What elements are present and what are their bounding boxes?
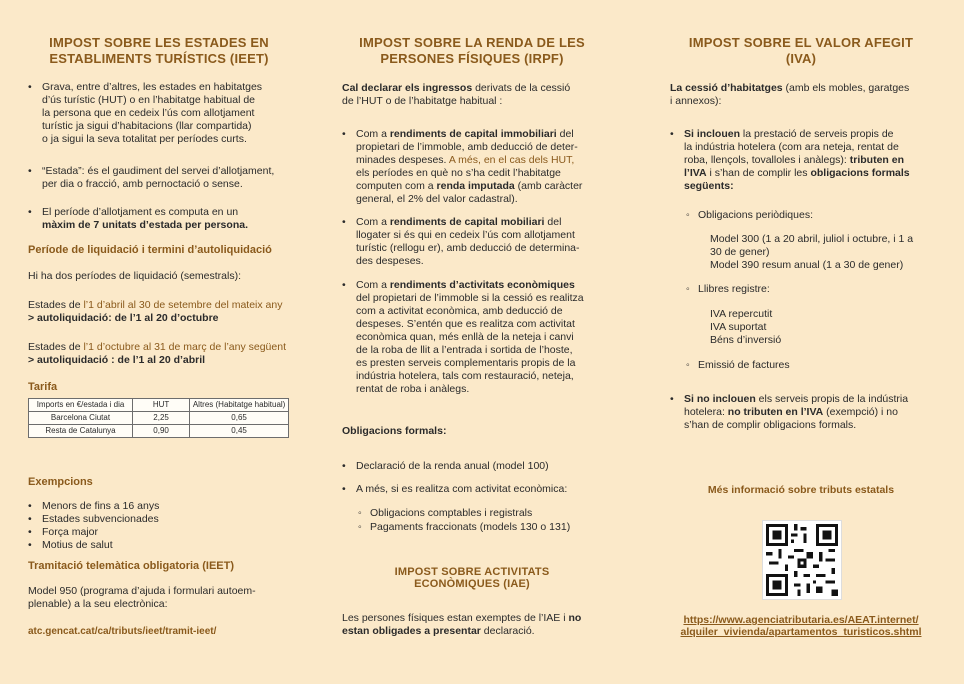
bullet-icon: • [28, 206, 32, 218]
obligation-1: Declaració de la renda anual (model 100) [356, 460, 549, 472]
ieet-title: IMPOST SOBRE LES ESTADES EN ESTABLIMENTS TURÍSTICS (IEET) [49, 35, 269, 66]
obligation-2: A més, si es realitza com activitat econòmica: [356, 483, 568, 495]
section-exemptions-title: Exempcions [28, 476, 93, 488]
irpf-bullet-2: Com a rendiments de capital mobiliari del llogater si és qui en cedeix l’ús com allotjament turístic (rellogu er), amb deducció de determina- des despeses. [356, 216, 580, 267]
ieet-paragraph-3: El període d’allotjament es computa en un màxim de 7 unitats d’estada per persona. [42, 206, 248, 231]
register-books-list: IVA repercutit IVA suportat Béns d’inversió [710, 308, 782, 346]
period-2: Estades de l’1 d’octubre al 31 de març de l’any següent > autoliquidació : de l’1 al 20 d’abril [28, 341, 286, 366]
bullet-icon: • [670, 393, 674, 405]
iva-bullet-2: Si no inclouen els serveis propis de la indústria hotelera: no tributen en l’IVA (exempció) i no s’han de complir obligacions formals. [684, 393, 909, 431]
list-item: • Estades subvencionades [28, 513, 159, 525]
bullet-icon: • [342, 128, 346, 140]
circle-bullet-icon: ◦ [686, 209, 690, 221]
table-row: Resta de Catalunya 0,90 0,45 [29, 425, 289, 438]
aeat-link[interactable]: https://www.agenciatributaria.es/AEAT.internet/ alquiler_vivienda/apartamentos_turisticos.shtml [680, 614, 922, 638]
iva-title: IMPOST SOBRE EL VALOR AFEGIT (IVA) [688, 35, 914, 66]
table-header: Altres (Habitatge habitual) [190, 399, 289, 412]
section-tarifa-title: Tarifa [28, 381, 58, 393]
irpf-column [342, 0, 602, 684]
bullet-icon: • [342, 279, 346, 291]
iva-column [670, 0, 932, 684]
register-books-label: Llibres registre: [698, 283, 770, 295]
bullet-icon: • [342, 216, 346, 228]
section-telematic-title: Tramitació telemàtica obligatoria (IEET) [28, 560, 234, 572]
irpf-intro: Cal declarar els ingressos derivats de la cessió de l’HUT o de l’habitatge habitual : [342, 82, 571, 107]
circle-bullet-icon: ◦ [686, 359, 690, 371]
list-item: • Força major [28, 526, 99, 538]
qr-code-icon[interactable] [762, 520, 842, 600]
irpf-bullet-3: Com a rendiments d’activitats econòmiques del propietari de l’immoble si la cessió es realitza com a activitat econòmica, amb deducció de despeses. S’entén que es realitza com activitat econòmica quan, més enllà de la neteja i canvi de la roba de llit a l’entrada i sortida de l’hoste, es presten serveis complementaris propis de la indústria hotelera, tals com restauració, neteja, rentat de roba i anàlegs. [356, 279, 584, 395]
model-300-text: Model 300 (1 a 20 abril, juliol i octubre, i 1 a 30 de gener) Model 390 resum anual (1 a 30 de gener) [710, 233, 914, 271]
bullet-icon: • [342, 483, 346, 495]
table-header: Imports en €/estada i dia [29, 399, 133, 412]
bullet-icon: • [342, 460, 346, 472]
irpf-bullet-1: Com a rendiments de capital immobiliari del propietari de l’immoble, amb deducció de deter- minades despeses. A més, en el cas dels HUT, els períodes en què no s’ha cedit l’habitatge computen com a renda imputada (amb caràcter general, el 2% del valor cadastral). [356, 128, 583, 205]
circle-bullet-icon: ◦ [358, 507, 362, 519]
iae-text: Les persones físiques estan exemptes de l’IAE i no estan obligades a presentar declaració. [342, 612, 582, 637]
model-950-text: Model 950 (programa d’ajuda i formulari autoem- plenable) a la seu electrònica: [28, 585, 256, 610]
exemptions-list [28, 500, 290, 552]
circle-bullet-icon: ◦ [686, 283, 690, 295]
table-row: Barcelona Ciutat 2,25 0,65 [29, 412, 289, 425]
periodic-obligations-label: Obligacions periòdiques: [698, 209, 813, 221]
tarifa-table [28, 398, 289, 438]
bullet-icon: • [670, 128, 674, 140]
iva-intro: La cessió d’habitatges (amb els mobles, garatges i annexos): [670, 82, 910, 107]
circle-bullet-icon: ◦ [358, 521, 362, 533]
more-info-title: Més informació sobre tributs estatals [707, 484, 895, 496]
invoices-label: Emissió de factures [698, 359, 790, 371]
obligation-4: Pagaments fraccionats (models 130 o 131) [370, 521, 571, 533]
list-item: • Motius de salut [28, 539, 113, 551]
ieet-paragraph-1: Grava, entre d’altres, les estades en habitatges d’ús turístic (HUT) o en l’habitatge habitual de la persona que en cedeix l’ús com allotjament turístic ja sigui d’habitacions (llar compartida) o ja sigui la seva totalitat per períodes curts. [42, 81, 263, 145]
iae-title: IMPOST SOBRE ACTIVITATS ECONÒMIQUES (IAE) [394, 566, 550, 590]
irpf-title: IMPOST SOBRE LA RENDA DE LES PERSONES FÍSIQUES (IRPF) [359, 35, 585, 66]
formal-obligations-title: Obligacions formals: [342, 425, 447, 437]
obligation-3: Obligacions comptables i registrals [370, 507, 533, 519]
bullet-icon: • [28, 165, 32, 177]
ieet-column [28, 0, 290, 684]
iva-bullet-1: Si inclouen la prestació de serveis propis de la indústria hotelera (com ara neteja, rentat de roba, llençols, tovalloles i anàlegs): tributen en l’IVA i s’han de complir les obligacions formals següents: [684, 128, 910, 192]
period-1: Estades de l’1 d’abril al 30 de setembre del mateix any > autoliquidació: de l’1 al 20 d’octubre [28, 299, 283, 324]
bullet-icon: • [28, 81, 32, 93]
ieet-link[interactable]: atc.gencat.cat/ca/tributs/ieet/tramit-ieet/ [28, 626, 217, 637]
liquidation-intro: Hi ha dos períodes de liquidació (semestrals): [28, 270, 242, 282]
list-item: • Menors de fins a 16 anys [28, 500, 160, 512]
ieet-paragraph-2: “Estada”: és el gaudiment del servei d’allotjament, per dia o fracció, amb pernoctació o sense. [42, 165, 275, 190]
table-header: HUT [133, 399, 190, 412]
section-liquidation-title: Període de liquidació i termini d’autoliquidació [28, 244, 272, 256]
